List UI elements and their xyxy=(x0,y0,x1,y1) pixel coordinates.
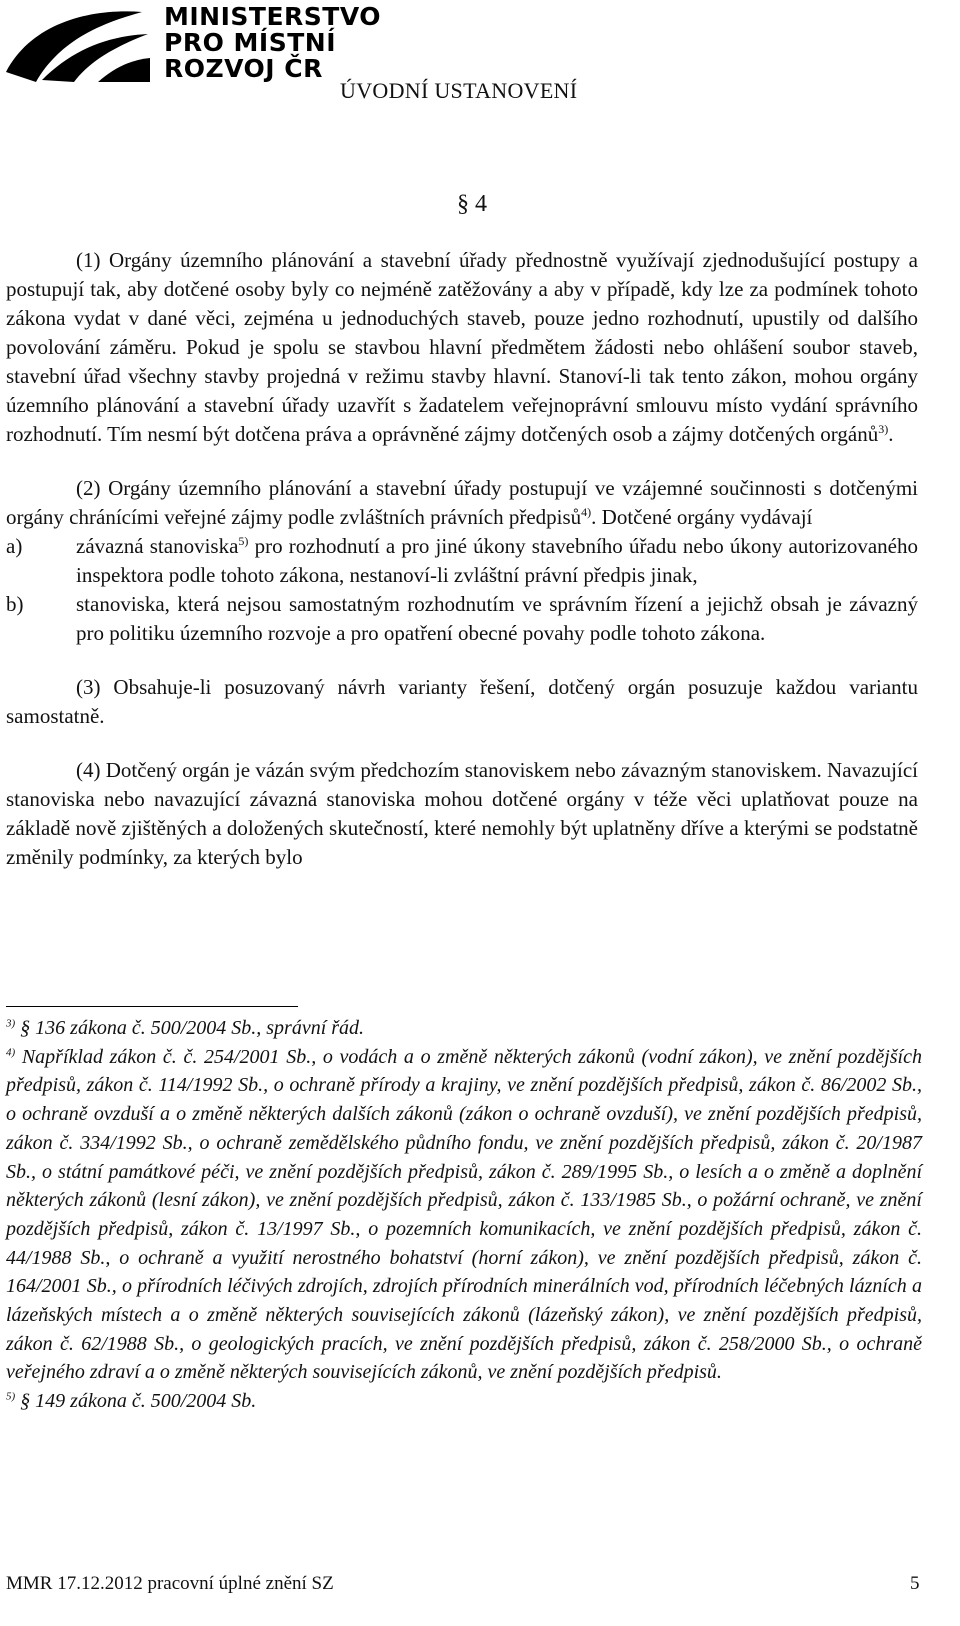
ministry-emblem-icon xyxy=(2,2,152,86)
list-item-a xyxy=(6,532,918,590)
main-text xyxy=(6,246,918,872)
paragraph-3: (3) Obsahuje-li posuzovaný návrh varianty řešení, dotčený orgán posuzuje každou variantu samostatně. xyxy=(6,675,918,728)
logo-line-1: MINISTERSTVO xyxy=(164,2,382,31)
paragraph-2 xyxy=(6,474,918,532)
paragraph-2-text-b: . Dotčené orgány vydávají xyxy=(591,505,813,529)
logo-line-2: PRO MÍSTNÍ xyxy=(164,28,336,57)
paragraph-4: (4) Dotčený orgán je vázán svým předchozím stanoviskem nebo závazným stanoviskem. Navazující stanoviska nebo navazující závazná stanoviska mohou dotčené orgány v téže věci uplatňovat pouze na základě nově zjištěných a doložených skutečností, které nemohly být uplatněny dříve a kterými se podstatně změnily podmínky, za kterých bylo xyxy=(6,758,918,869)
footnote-ref-3[interactable]: 3) xyxy=(878,422,889,436)
paragraph-1-end: . xyxy=(888,422,894,446)
footnote-4 xyxy=(6,1043,922,1387)
footnote-separator xyxy=(6,1006,298,1007)
paragraph-2-list xyxy=(6,532,918,648)
list-item-b-text: stanoviska, která nejsou samostatným rozhodnutím ve správním řízení a jejichž obsah je závazný pro politiku územního rozvoje a pro opatření obecné povahy podle tohoto zákona. xyxy=(76,592,918,645)
paragraph-1-text: (1) Orgány územního plánování a stavební úřady přednostně využívají zjednodušující postupy a postupují tak, aby dotčené osoby byly co nejméně zatěžovány a aby v případě, kdy lze za podmínek tohoto zákona vydat v dané věci, zejména u jednoduchých staveb, pouze jedno rozhodnutí, upustily od dalšího povolování záměru. Pokud je spolu se stavbou hlavní předmětem žádosti nebo ohlášení soubor staveb, stavební úřad všechny stavby projedná v režimu stavby hlavní. Stanoví-li tak tento zákon, mohou orgány územního plánování a stavební úřady uzavřít s žadatelem veřejnoprávní smlouvu místo vydání správního rozhodnutí. Tím nesmí být dotčena práva a oprávněné zájmy dotčených osob a zájmy dotčených orgánů xyxy=(6,248,918,446)
footnote-text: Například zákon č. č. 254/2001 Sb., o vodách a o změně některých zákonů (vodní zákon), ve znění pozdějších předpisů, zákon č. 114/1992 Sb., o ochraně přírody a krajiny, ve znění pozdějších předpisů, zákon č. 86/2002 Sb., o ochraně ovzduší a o změně některých dalších zákonů (zákon o ochraně ovzduší), ve znění pozdějších předpisů, zákon č. 334/1992 Sb., o ochraně zemědělského půdního fondu, ve znění pozdějších předpisů, zákon č. 20/1987 Sb., o státní památkové péči, ve znění pozdějších předpisů, zákon č. 289/1995 Sb., o lesích a o změně a doplnění některých zákonů (lesní zákon), ve znění pozdějších předpisů, zákon č. 133/1985 Sb., o požární ochraně, ve znění pozdějších předpisů, zákon č. 13/1997 Sb., o pozemních komunikacích, ve znění pozdějších předpisů, zákon č. 44/1988 Sb., o ochraně a využití nerostného bohatství (horní zákon), ve znění pozdějších předpisů, zákon č. 164/2001 Sb., o přírodních léčivých zdrojích, zdrojích přírodních minerálních vod, přírodních léčebných lázních a lázeňských místech a o změně některých souvisejících zákonů (lázeňský zákon), ve znění pozdějších předpisů, zákon č. 62/1988 Sb., o geologických pracích, ve znění pozdějších předpisů, zákon č. 258/2000 Sb., o ochraně veřejného zdraví a o změně některých souvisejících zákonů, ve znění pozdějších předpisů. xyxy=(6,1045,922,1384)
paragraph-2-text-a: (2) Orgány územního plánování a stavební úřady postupují ve vzájemné součinnosti s dotčenými orgány chránícími veřejné zájmy podle zvláštních právních předpisů xyxy=(6,476,918,529)
ministry-logo xyxy=(2,2,382,86)
footnote-mark: 4) xyxy=(6,1046,16,1059)
page-number: 5 xyxy=(910,1573,920,1594)
paragraph-1 xyxy=(6,246,918,449)
footnote-text: § 149 zákona č. 500/2004 Sb. xyxy=(20,1390,257,1413)
logo-line-3: ROZVOJ ČR xyxy=(164,54,323,83)
list-item-b xyxy=(6,590,918,648)
list-marker-a: a) xyxy=(6,534,23,558)
footnote-mark: 3) xyxy=(6,1017,16,1030)
footnote-3 xyxy=(6,1014,922,1043)
page-footer: MMR 17.12.2012 pracovní úplné znění SZ xyxy=(6,1573,334,1594)
list-marker-b: b) xyxy=(6,592,24,616)
list-item-a-post: pro rozhodnutí a pro jiné úkony stavebního úřadu nebo úkony autorizovaného inspektora podle tohoto zákona, nestanoví-li zvláštní právní předpis jinak, xyxy=(76,534,918,587)
section-heading: ÚVODNÍ USTANOVENÍ xyxy=(340,78,578,103)
footnote-5 xyxy=(6,1387,922,1416)
footnote-mark: 5) xyxy=(6,1390,16,1403)
section-number: § 4 xyxy=(457,191,487,217)
footnotes xyxy=(6,1014,922,1416)
logo-wordmark xyxy=(164,4,381,82)
footnote-text: § 136 zákona č. 500/2004 Sb., správní řád. xyxy=(20,1017,365,1039)
footnote-ref-5[interactable]: 5) xyxy=(238,534,249,548)
list-item-a-pre: závazná stanoviska xyxy=(76,534,239,558)
footnote-ref-4[interactable]: 4) xyxy=(581,505,592,519)
